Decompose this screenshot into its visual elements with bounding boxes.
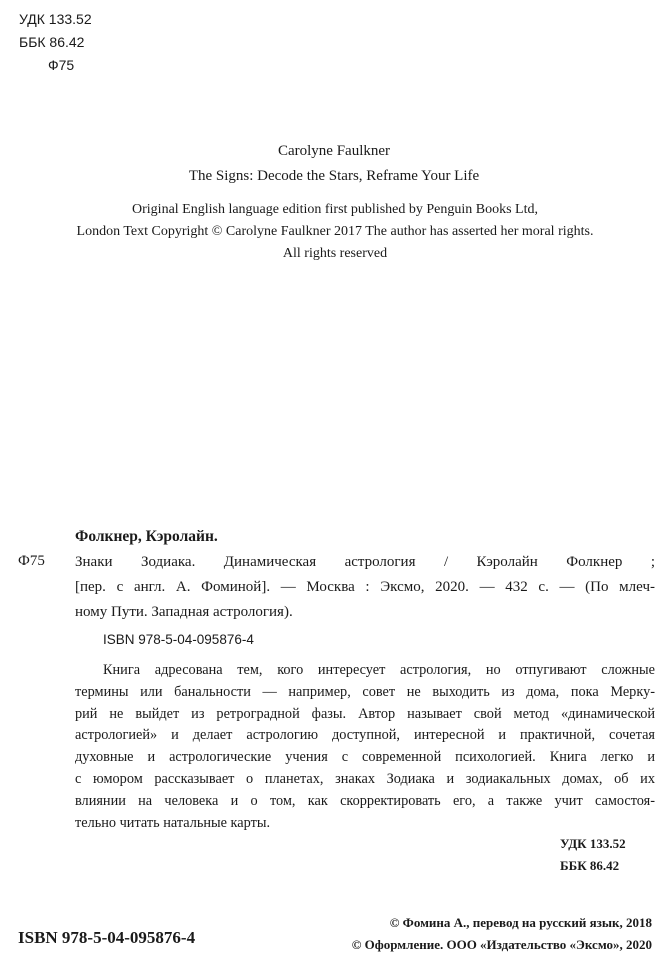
edition-line: Original English language edition first published by Penguin Books Ltd, [132,202,538,217]
udk-code: УДК 133.52 [19,11,92,27]
copyright-design: © Оформление. ООО «Издательство «Эксмо», 2020 [351,937,652,952]
annotation-line: влиянии на человека и о том, как скорректировать его, а также учит самостоя- [75,792,655,809]
bbk-code: ББК 86.42 [19,34,85,50]
edition-line: All rights reserved [282,246,388,261]
annotation [75,660,655,834]
original-edition-info [20,199,650,265]
isbn-bottom: ISBN 978-5-04-095876-4 [18,928,196,947]
copyright-block [352,912,652,956]
annotation-line: астрологией» и делает астрологию доступной, интересной и практичной, сочетая [75,727,655,744]
annotation-line: Книга адресована тем, кого интересует астрология, но отпугивают сложные [103,662,655,678]
bibliographic-description [75,550,655,625]
annotation-line: духовные и астрологические учения с современной психологией. Книга легко и [75,749,655,766]
annotation-line: термины или банальности — например, совет не выходить из дома, пока Мерку- [75,683,655,700]
original-author: Carolyne Faulkner [277,143,391,159]
annotation-line: тельно читать натальные карты. [75,814,271,831]
bbk-code-footer: ББК 86.42 [560,858,620,873]
annotation-line: с юмором рассказывает о планетах, знаках Зодиака и зодиакальных домах, об их [75,770,655,787]
annotation-line: рий не выйдет из ретроградной фазы. Автор называет свой метод «динамической [75,705,655,722]
isbn-line: ISBN 978-5-04-095876-4 [103,632,254,647]
description-line: [пер. с англ. А. Фоминой]. — Москва : Эксмо, 2020. — 432 с. — (По млеч- [75,579,655,595]
description-line: ному Пути. Западная астрология). [75,604,293,620]
description-line: Знаки Зодиака. Динамическая астрология / Кэролайн Фолкнер ; [75,554,655,570]
copyright-translation: © Фомина А., перевод на русский язык, 2018 [389,915,652,930]
original-title: The Signs: Decode the Stars, Reframe Your Life [188,168,480,184]
author-mark: Ф75 [18,553,45,569]
classification-footer [560,833,626,877]
udk-code-footer: УДК 133.52 [560,836,626,851]
edition-line: London Text Copyright © Carolyne Faulkner 2017 The author has asserted her moral rights. [76,224,594,239]
author-heading: Фолкнер, Кэролайн. [75,528,218,545]
author-mark-top: Ф75 [48,57,75,73]
